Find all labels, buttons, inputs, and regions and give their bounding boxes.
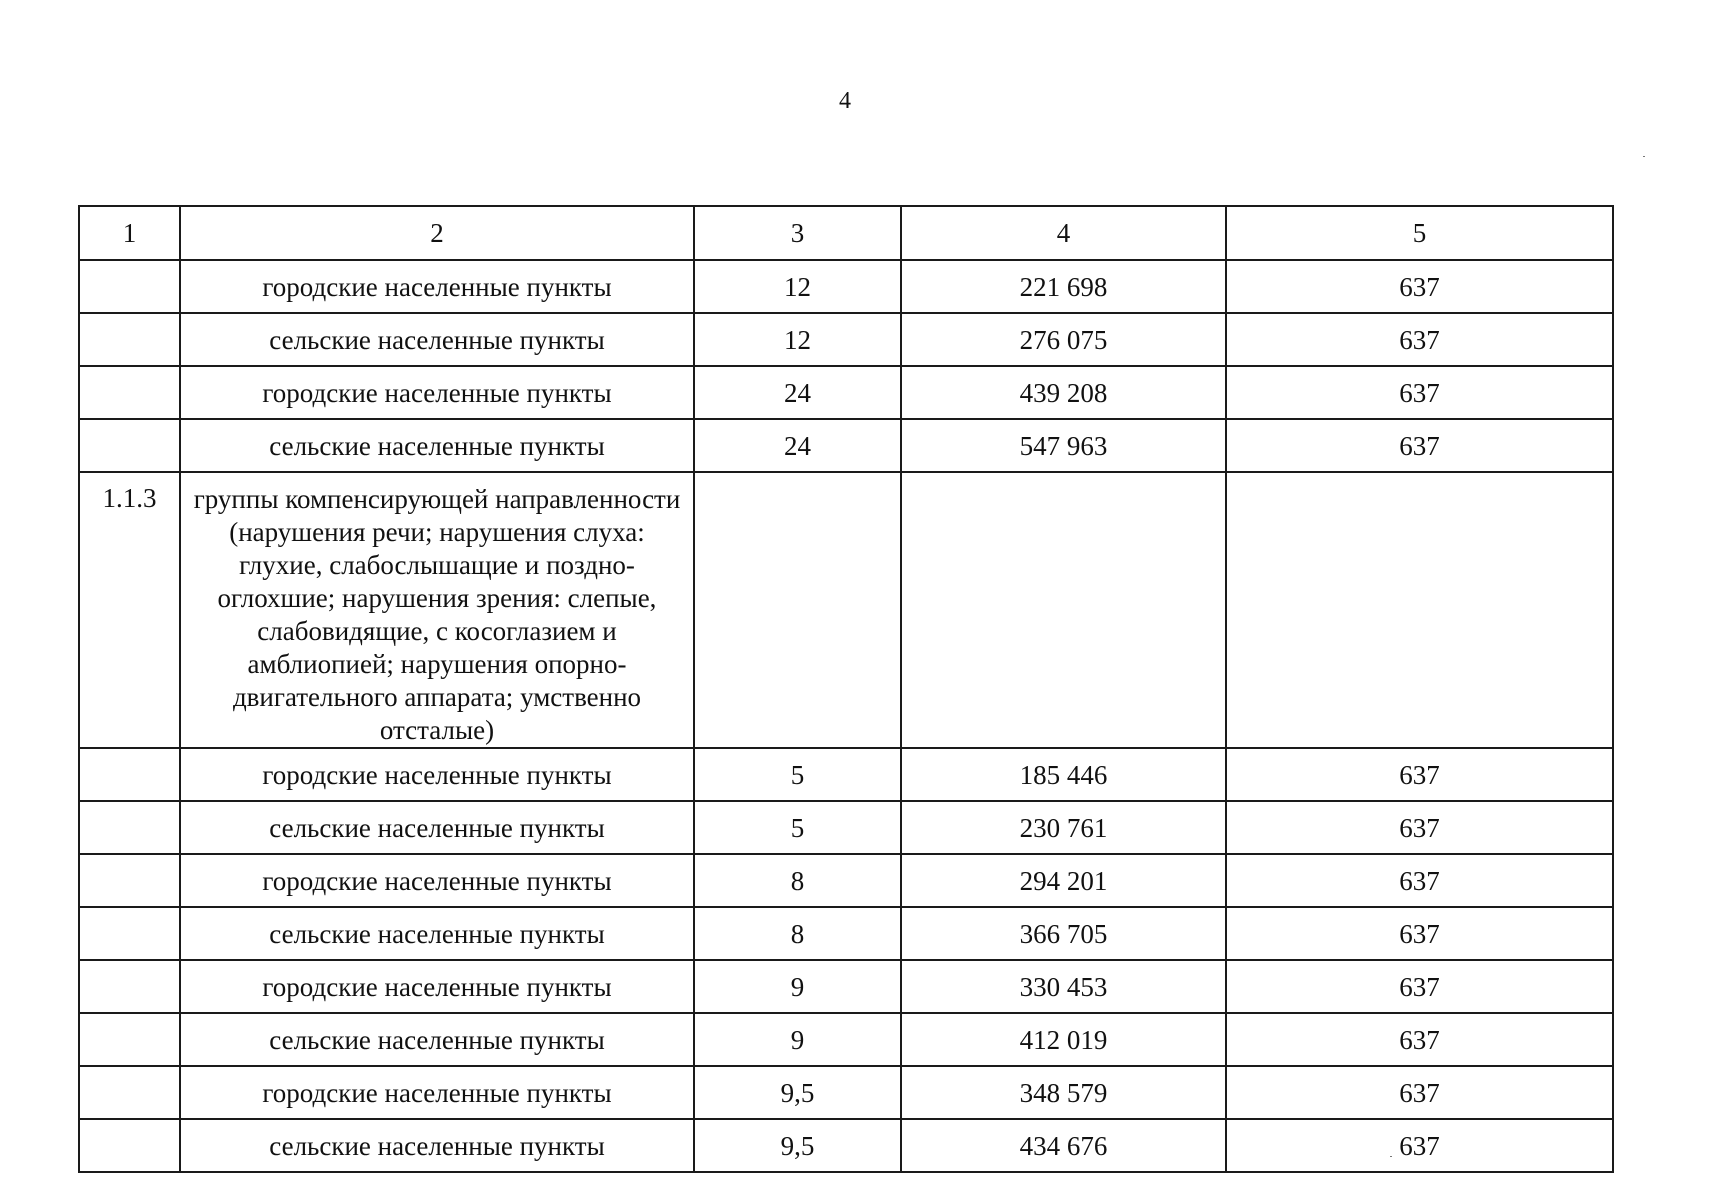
row-value-5: 637 xyxy=(1226,313,1613,366)
column-number-1: 1 xyxy=(79,206,180,260)
row-code xyxy=(79,1013,180,1066)
table-row xyxy=(79,960,1613,1013)
row-value-3: 8 xyxy=(694,854,901,907)
row-value-3: 9,5 xyxy=(694,1119,901,1172)
table-row xyxy=(79,313,1613,366)
row-code xyxy=(79,419,180,472)
table-row xyxy=(79,1066,1613,1119)
table-header-row xyxy=(79,206,1613,260)
row-value-3: 5 xyxy=(694,748,901,801)
row-value-4: 221 698 xyxy=(901,260,1226,313)
row-value-3: 24 xyxy=(694,419,901,472)
row-name: городские населенные пункты xyxy=(180,960,694,1013)
row-value-4: 348 579 xyxy=(901,1066,1226,1119)
row-name: городские населенные пункты xyxy=(180,748,694,801)
row-code xyxy=(79,366,180,419)
row-name: городские населенные пункты xyxy=(180,366,694,419)
row-value-3: 9,5 xyxy=(694,1066,901,1119)
row-value-5: 637 xyxy=(1226,1066,1613,1119)
table-row xyxy=(79,748,1613,801)
row-value-5 xyxy=(1226,472,1613,748)
row-name: сельские населенные пункты xyxy=(180,313,694,366)
row-name: сельские населенные пункты xyxy=(180,1119,694,1172)
row-code xyxy=(79,801,180,854)
row-value-4: 230 761 xyxy=(901,801,1226,854)
row-code xyxy=(79,1066,180,1119)
row-value-4: 185 446 xyxy=(901,748,1226,801)
group-description: группы компенсирующей направленности (нарушения речи; нарушения слуха: глухие, слабослышащие и поздно-оглохшие; нарушения зрения: слепые, слабовидящие, с косоглазием и амблиопией; нарушения опорно-двигательного аппарата; умственно отсталые) xyxy=(180,472,694,748)
column-number-5: 5 xyxy=(1226,206,1613,260)
row-name: сельские населенные пункты xyxy=(180,1013,694,1066)
row-value-5: 637 xyxy=(1226,960,1613,1013)
row-value-5: 637 xyxy=(1226,366,1613,419)
row-value-5: 637 xyxy=(1226,854,1613,907)
row-value-3: 12 xyxy=(694,313,901,366)
row-value-4: 294 201 xyxy=(901,854,1226,907)
row-code xyxy=(79,854,180,907)
row-code xyxy=(79,960,180,1013)
row-value-5: 637 xyxy=(1226,907,1613,960)
group-code: 1.1.3 xyxy=(79,472,180,748)
table-row xyxy=(79,366,1613,419)
tariff-table xyxy=(78,205,1614,1173)
row-name: сельские населенные пункты xyxy=(180,907,694,960)
row-value-3: 8 xyxy=(694,907,901,960)
table-row xyxy=(79,854,1613,907)
scan-speck xyxy=(1643,156,1645,157)
row-value-3: 12 xyxy=(694,260,901,313)
column-number-4: 4 xyxy=(901,206,1226,260)
page-number: 4 xyxy=(839,88,851,114)
row-value-4: 330 453 xyxy=(901,960,1226,1013)
row-value-5: 637 xyxy=(1226,260,1613,313)
row-code xyxy=(79,313,180,366)
table-row xyxy=(79,1013,1613,1066)
row-name: сельские населенные пункты xyxy=(180,419,694,472)
row-value-3: 5 xyxy=(694,801,901,854)
row-value-3: 24 xyxy=(694,366,901,419)
row-value-4: 366 705 xyxy=(901,907,1226,960)
row-value-5: 637 xyxy=(1226,1119,1613,1172)
column-number-3: 3 xyxy=(694,206,901,260)
row-value-3: 9 xyxy=(694,960,901,1013)
row-name: городские населенные пункты xyxy=(180,260,694,313)
table-row xyxy=(79,260,1613,313)
row-value-5: 637 xyxy=(1226,419,1613,472)
row-value-3: 9 xyxy=(694,1013,901,1066)
row-value-4: 439 208 xyxy=(901,366,1226,419)
row-code xyxy=(79,260,180,313)
row-value-4: 547 963 xyxy=(901,419,1226,472)
row-value-4: 412 019 xyxy=(901,1013,1226,1066)
row-value-4: 434 676 xyxy=(901,1119,1226,1172)
table-row xyxy=(79,801,1613,854)
row-code xyxy=(79,907,180,960)
row-value-5: 637 xyxy=(1226,1013,1613,1066)
row-code xyxy=(79,1119,180,1172)
table-row xyxy=(79,419,1613,472)
row-name: сельские населенные пункты xyxy=(180,801,694,854)
table-row xyxy=(79,907,1613,960)
row-value-4: 276 075 xyxy=(901,313,1226,366)
row-value-4 xyxy=(901,472,1226,748)
row-name: городские населенные пункты xyxy=(180,1066,694,1119)
row-value-3 xyxy=(694,472,901,748)
table-row xyxy=(79,1119,1613,1172)
column-number-2: 2 xyxy=(180,206,694,260)
row-value-5: 637 xyxy=(1226,801,1613,854)
scan-speck xyxy=(1390,1156,1392,1157)
row-value-5: 637 xyxy=(1226,748,1613,801)
row-name: городские населенные пункты xyxy=(180,854,694,907)
row-code xyxy=(79,748,180,801)
table-group-row xyxy=(79,472,1613,748)
